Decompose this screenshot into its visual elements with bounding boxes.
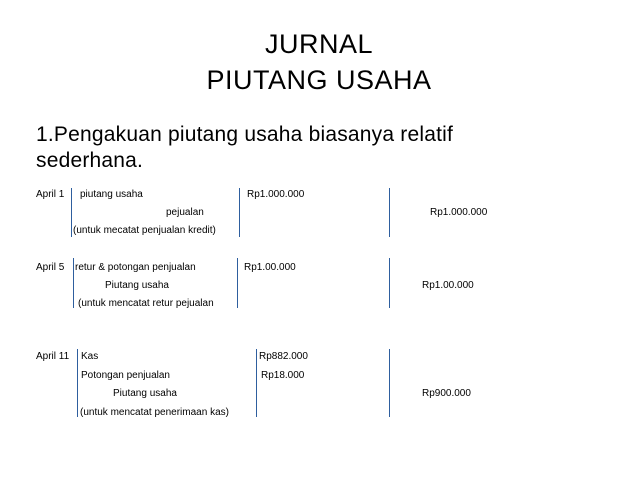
credit-amount: Rp900.000: [422, 388, 471, 399]
debit-amount: Rp18.000: [261, 370, 305, 381]
entry-note: (untuk mencatat retur pejualan: [78, 298, 214, 309]
column-divider: [389, 258, 390, 308]
column-divider: [73, 258, 74, 308]
debit-amount: Rp1.00.000: [244, 262, 296, 273]
column-divider: [389, 349, 390, 417]
debit-account: Potongan penjualan: [81, 370, 170, 381]
title-jurnal: JURNAL: [264, 29, 374, 59]
column-divider: [256, 349, 257, 417]
heading-line-2: sederhana.: [36, 149, 144, 172]
entry-date: April 11: [36, 351, 70, 362]
title-piutang-usaha: PIUTANG USAHA: [206, 65, 432, 95]
debit-amount: Rp882.000: [259, 351, 308, 362]
column-divider: [389, 188, 390, 237]
credit-amount: Rp1.000.000: [430, 207, 488, 218]
entry-note: (untuk mecatat penjualan kredit): [73, 225, 216, 236]
column-divider: [77, 349, 78, 417]
heading-line-1: 1.Pengakuan piutang usaha biasanya relatif: [36, 123, 454, 146]
credit-amount: Rp1.00.000: [422, 280, 474, 291]
debit-account: piutang usaha: [80, 189, 143, 200]
entry-note: (untuk mencatat penerimaan kas): [80, 407, 229, 418]
debit-amount: Rp1.000.000: [247, 189, 305, 200]
entry-date: April 1: [36, 189, 65, 200]
column-divider: [239, 188, 240, 237]
debit-account: retur & potongan penjualan: [75, 262, 196, 273]
credit-account: Piutang usaha: [113, 388, 177, 399]
credit-account: pejualan: [166, 207, 204, 218]
column-divider: [71, 188, 72, 237]
column-divider: [237, 258, 238, 308]
entry-date: April 5: [36, 262, 65, 273]
credit-account: Piutang usaha: [105, 280, 169, 291]
debit-account: Kas: [81, 351, 99, 362]
